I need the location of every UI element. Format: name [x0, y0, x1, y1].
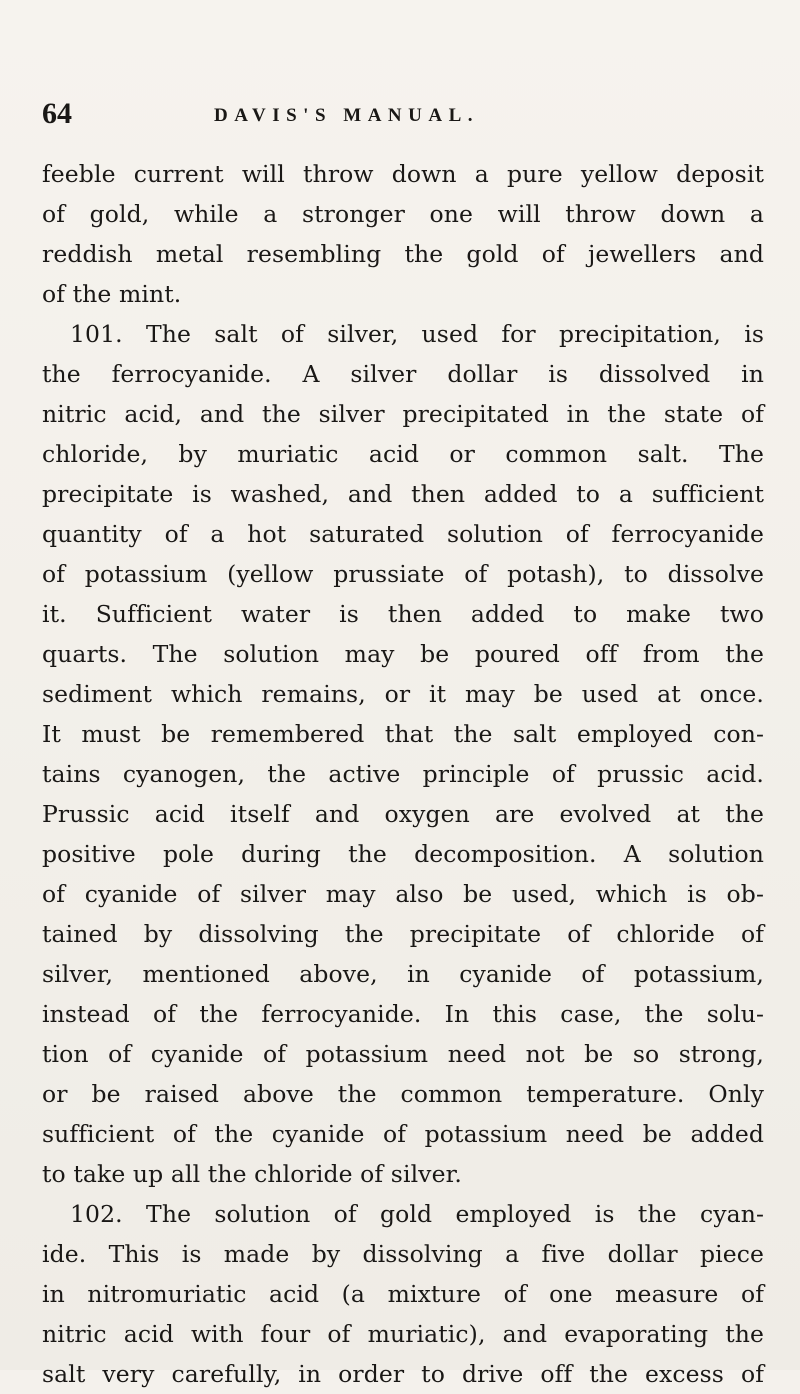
text-line: in nitromuriatic acid (a mixture of one measure of — [42, 1280, 764, 1308]
page-number: 64 — [42, 97, 72, 130]
text-line: quarts. The solution may be poured off from the — [42, 640, 764, 668]
text-line: tains cyanogen, the active principle of prussic acid. — [42, 760, 764, 788]
text-line: chloride, by muriatic acid or common salt. The — [42, 440, 764, 468]
text-line: instead of the ferrocyanide. In this case, the solu- — [42, 1000, 764, 1028]
text-line: 102. The solution of gold employed is the cyan- — [70, 1200, 764, 1228]
text-line: of the mint. — [42, 280, 182, 308]
text-line: or be raised above the common temperature. Only — [42, 1080, 764, 1108]
text-line: precipitate is washed, and then added to a sufficient — [42, 480, 764, 508]
text-line: quantity of a hot saturated solution of ferrocyanide — [42, 520, 764, 548]
text-line: nitric acid, and the silver precipitated in the state of — [42, 400, 764, 428]
text-line: salt very carefully, in order to drive off the excess of — [42, 1360, 764, 1388]
body-text — [42, 154, 764, 1394]
text-line: to take up all the chloride of silver. — [42, 1160, 462, 1188]
text-line: of gold, while a stronger one will throw down a — [42, 200, 764, 228]
text-line: tion of cyanide of potassium need not be so strong, — [42, 1040, 764, 1068]
text-line: sufficient of the cyanide of potassium need be added — [42, 1120, 764, 1148]
text-line: feeble current will throw down a pure yellow deposit — [42, 160, 764, 188]
text-line: Prussic acid itself and oxygen are evolved at the — [42, 800, 764, 828]
text-line: it. Sufficient water is then added to make two — [42, 600, 764, 628]
text-line: nitric acid with four of muriatic), and evaporating the — [42, 1320, 764, 1348]
page-header — [42, 96, 762, 136]
text-line: sediment which remains, or it may be used at once. — [42, 680, 764, 708]
running-head: DAVIS'S MANUAL. — [214, 105, 480, 126]
text-line: tained by dissolving the precipitate of chloride of — [42, 920, 764, 948]
text-line: of potassium (yellow prussiate of potash), to dissolve — [42, 560, 764, 588]
text-line: of cyanide of silver may also be used, which is ob- — [42, 880, 764, 908]
text-line: It must be remembered that the salt employed con- — [42, 720, 764, 748]
text-line: silver, mentioned above, in cyanide of potassium, — [42, 960, 764, 988]
text-line: positive pole during the decomposition. A solution — [42, 840, 764, 868]
text-line: reddish metal resembling the gold of jewellers and — [42, 240, 764, 268]
text-line: the ferrocyanide. A silver dollar is dissolved in — [42, 360, 764, 388]
text-line: 101. The salt of silver, used for precipitation, is — [70, 320, 764, 348]
text-line: ide. This is made by dissolving a five dollar piece — [42, 1240, 764, 1268]
